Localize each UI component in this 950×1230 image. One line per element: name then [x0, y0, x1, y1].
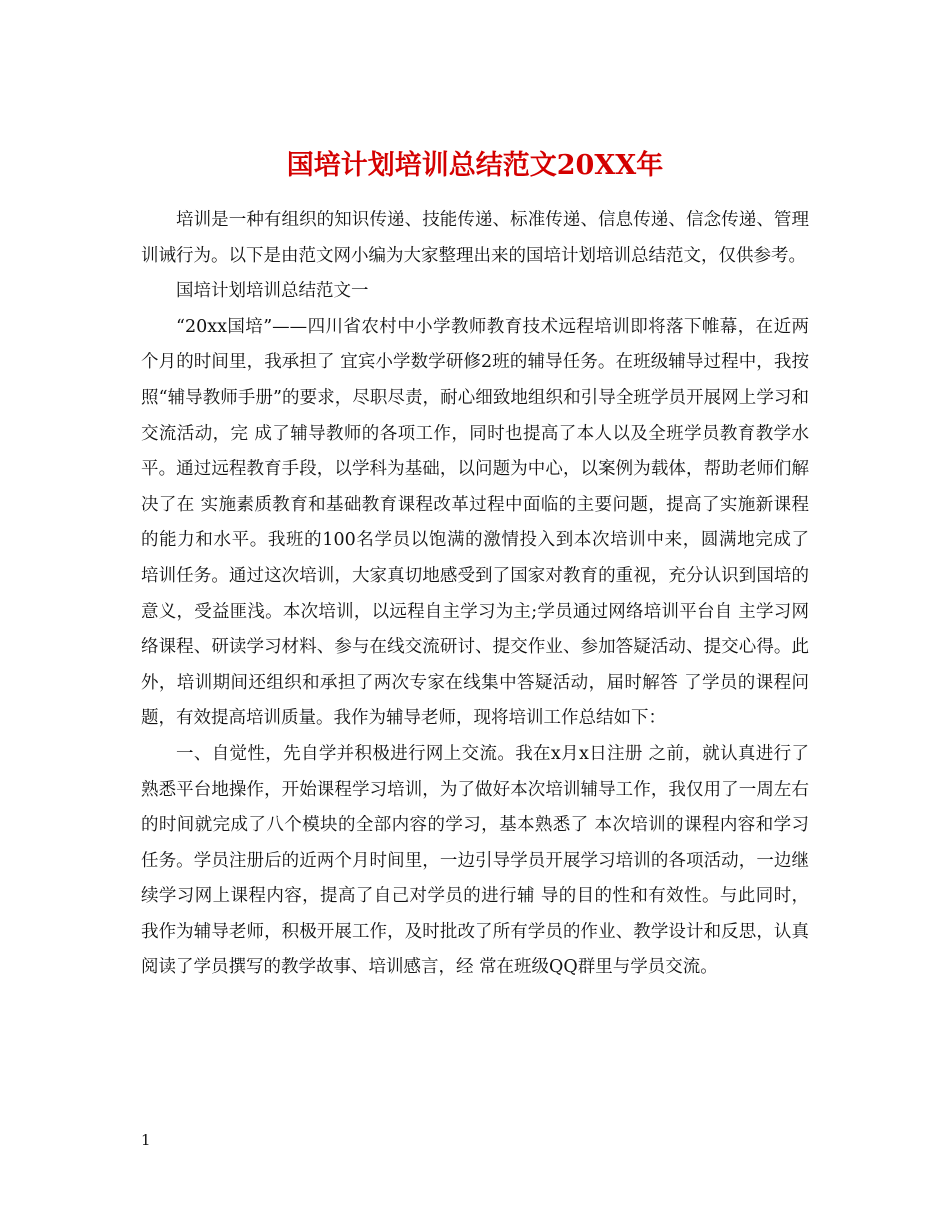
- document-body: [141, 203, 809, 986]
- intro-paragraph: 培训是一种有组织的知识传递、技能传递、标准传递、信息传递、信念传递、管理训诫行为。以下是由范文网小编为大家整理出来的国培计划培训总结范文，仅供参考。: [141, 210, 809, 266]
- page-number: 1: [141, 1131, 151, 1149]
- document-title: 国培计划培训总结范文20XX年: [286, 150, 664, 182]
- body-paragraph: 一、自觉性，先自学并积极进行网上交流。我在x月x日注册 之前，就认真进行了熟悉平台地操作，开始课程学习培训，为了做好本次培训辅导工作，我仅用了一周左右的时间就完成了八个模块的全部内容的学习，基本熟悉了 本次培训的课程内容和学习任务。学员注册后的近两个月时间里，一边引导学员开展学习培训的各项活动，一边继续学习网上课程内容，提高了自己对学员的进行辅 导的目的性和有效性。与此同时，我作为辅导老师，积极开展工作，及时批改了所有学员的作业、教学设计和反思，认真阅读了学员撰写的教学故事、培训感言，经 常在班级QQ群里与学员交流。: [141, 743, 809, 978]
- body-paragraph: “20xx国培”——四川省农村中小学教师教育技术远程培训即将落下帷幕，在近两个月的时间里，我承担了 宜宾小学数学研修2班的辅导任务。在班级辅导过程中，我按照“辅导教师手册”的要求，尽职尽责，耐心细致地组织和引导全班学员开展网上学习和交流活动，完 成了辅导教师的各项工作，同时也提高了本人以及全班学员教育教学水平。通过远程教育手段，以学科为基础，以问题为中心，以案例为载体，帮助老师们解决了在 实施素质教育和基础教育课程改革过程中面临的主要问题，提高了实施新课程的能力和水平。我班的100名学员以饱满的激情投入到本次培训中来，圆满地完成了 培训任务。通过这次培训，大家真切地感受到了国家对教育的重视，充分认识到国培的意义，受益匪浅。本次培训，以远程自主学习为主;学员通过网络培训平台自 主学习网络课程、研读学习材料、参与在线交流研讨、提交作业、参加答疑活动、提交心得。此外，培训期间还组织和承担了两次专家在线集中答疑活动，届时解答 了学员的课程问题，有效提高培训质量。我作为辅导老师，现将培训工作总结如下：: [141, 316, 809, 729]
- section-heading: 国培计划培训总结范文一: [176, 281, 369, 302]
